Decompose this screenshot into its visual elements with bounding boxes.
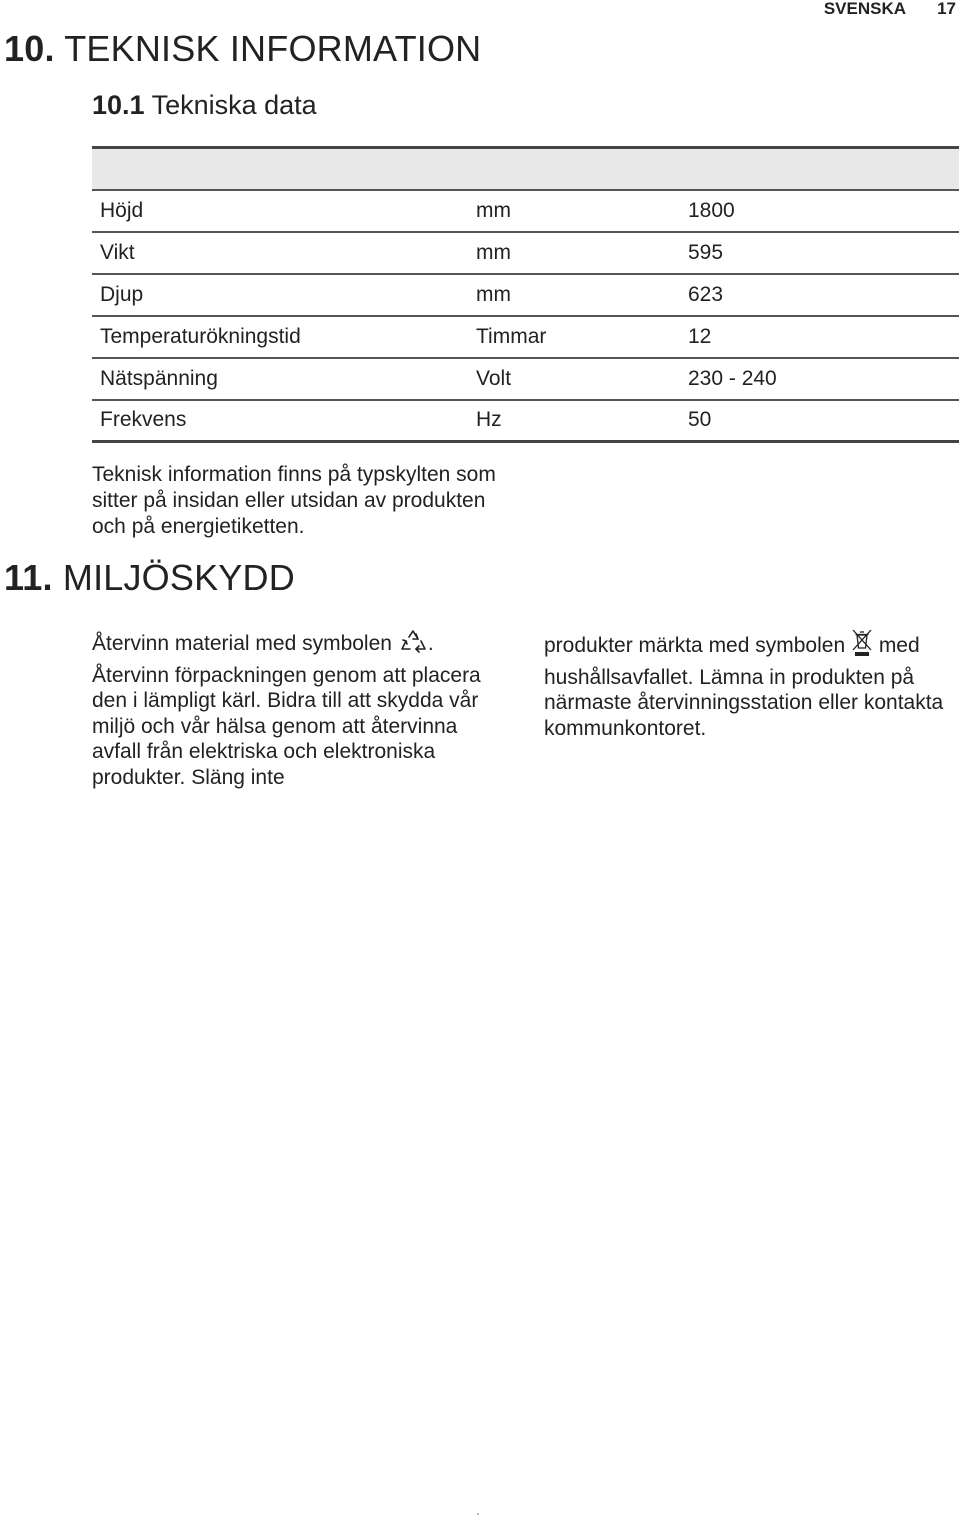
row-value: 230 - 240: [680, 358, 959, 400]
row-value: 623: [680, 274, 959, 316]
table-header-row: [92, 148, 959, 190]
left-text-part-2: . Återvinn förpackningen genom att placera den i lämpligt kärl. Bidra till att skydda vår miljö och vår hälsa genom att återvinna avfall från elektriska och elektroniska produkter. Släng inte: [92, 632, 481, 789]
row-unit: Volt: [468, 358, 680, 400]
section-11-title: MILJÖSKYDD: [62, 557, 295, 598]
row-label: Höjd: [92, 190, 468, 232]
section-11-number: 11.: [4, 557, 53, 598]
row-label: Temperaturökningstid: [92, 316, 468, 358]
row-label: Nätspänning: [92, 358, 468, 400]
row-unit: mm: [468, 274, 680, 316]
row-unit: mm: [468, 190, 680, 232]
header-language: SVENSKA: [823, 0, 906, 18]
row-value: 50: [680, 400, 959, 442]
page-header: [0, 0, 960, 20]
recycle-icon: [398, 628, 428, 663]
row-value: 595: [680, 232, 959, 274]
subsection-10-1-heading: [92, 90, 317, 121]
row-label: Frekvens: [92, 400, 468, 442]
technical-note: Teknisk information finns på typskylten som sitter på insidan eller utsidan av produkten och på energietiketten.: [92, 463, 496, 538]
page-footer-mark: [477, 1513, 479, 1515]
section-10-number: 10.: [4, 28, 55, 69]
section-10-title: TEKNISK INFORMATION: [64, 28, 482, 69]
table-row: [92, 190, 959, 232]
table-row: [92, 274, 959, 316]
row-label: Djup: [92, 274, 468, 316]
row-value: 12: [680, 316, 959, 358]
table-header: [92, 148, 959, 190]
page-number: 17: [937, 0, 956, 18]
crossed-bin-icon: [851, 628, 873, 665]
table-row: [92, 316, 959, 358]
row-unit: mm: [468, 232, 680, 274]
technical-data-table: [92, 146, 959, 443]
row-unit: Timmar: [468, 316, 680, 358]
subsection-title: Tekniska data: [151, 90, 317, 120]
row-value: 1800: [680, 190, 959, 232]
right-text-part-2: med hushållsavfallet. Lämna in produkten på närmaste återvinningsstation eller kontakta kommunkontoret.: [544, 634, 944, 740]
right-text-part-1: produkter märkta med symbolen: [544, 634, 846, 657]
table-row: [92, 358, 959, 400]
left-text-part-1: Återvinn material med symbolen: [92, 632, 392, 655]
row-unit: Hz: [468, 400, 680, 442]
section-11-heading: [4, 557, 295, 599]
environment-text-right: [544, 628, 954, 741]
subsection-number: 10.1: [92, 90, 145, 120]
row-label: Vikt: [92, 232, 468, 274]
table-row: [92, 232, 959, 274]
environment-text-left: [92, 628, 512, 790]
table-row: [92, 400, 959, 442]
section-10-heading: [4, 28, 481, 70]
